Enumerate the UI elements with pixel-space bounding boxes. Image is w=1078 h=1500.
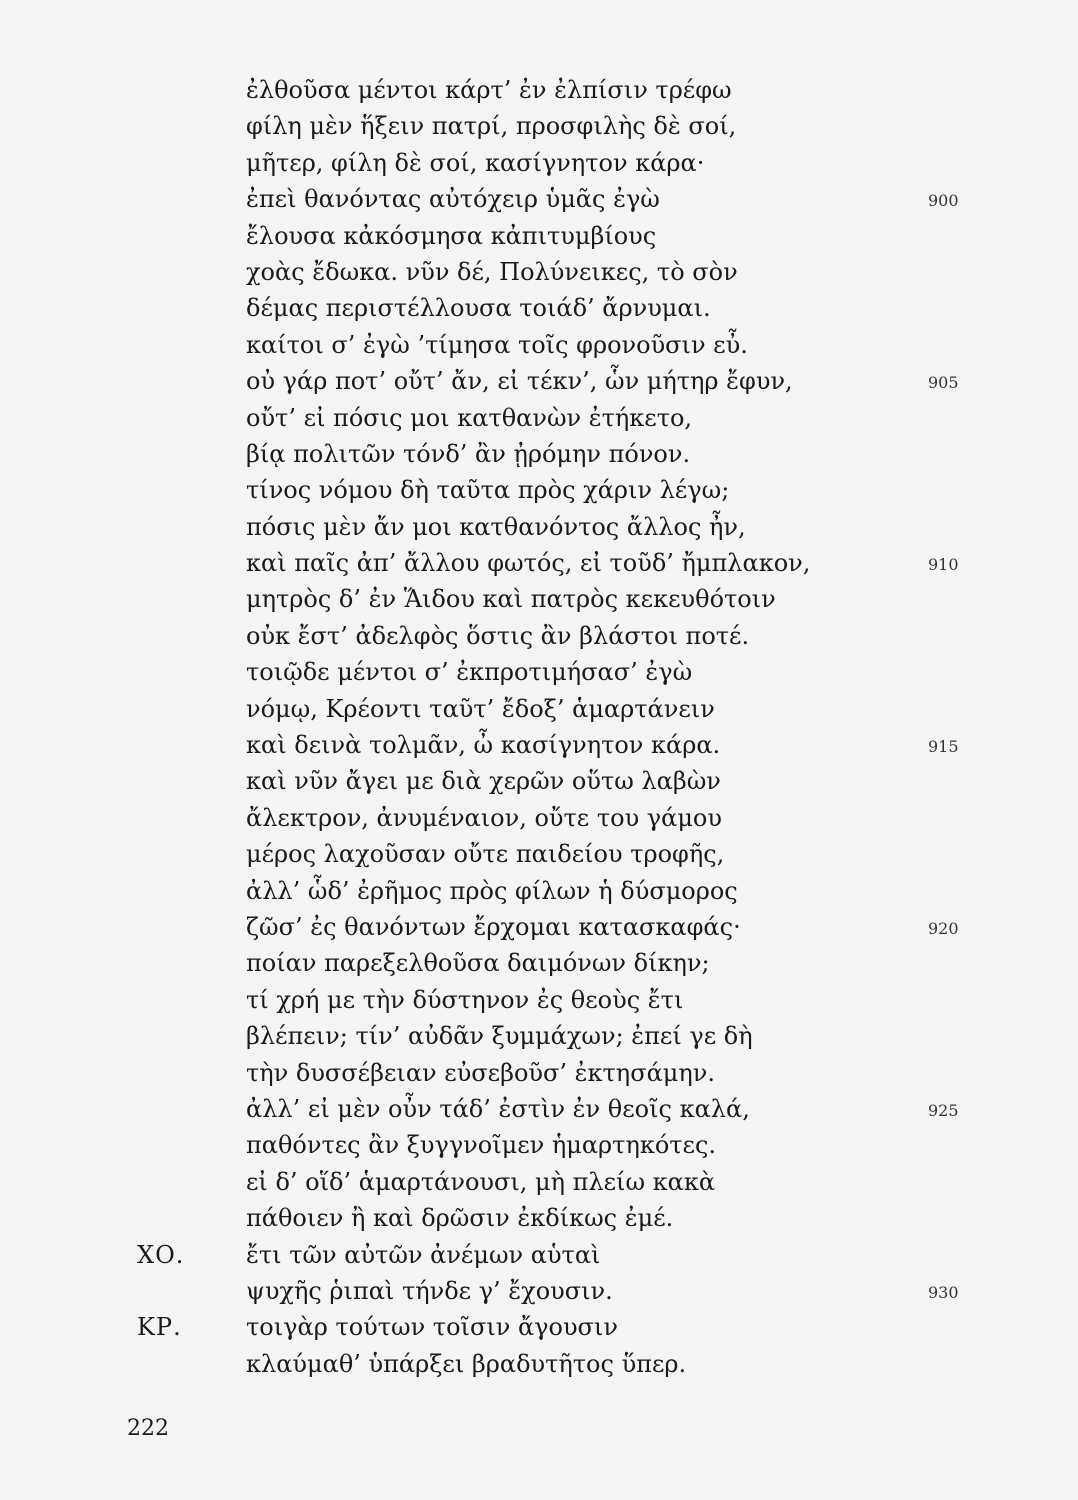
verse-text: οὔτ’ εἰ πόσις μοι κατθανὼν ἐτήκετο, <box>246 403 693 432</box>
verse-text: ἔτι τῶν αὐτῶν ἀνέμων αὑταὶ <box>246 1240 601 1269</box>
verse-text: βλέπειν; τίν’ αὐδᾶν ξυμμάχων; ἐπεί γε δὴ <box>246 1022 753 1051</box>
verse-text: νόμῳ, Κρέοντι ταῦτ’ ἔδοξ’ ἁμαρτάνειν <box>246 694 715 723</box>
verse-text: τὴν δυσσέβειαν εὐσεβοῦσ’ ἐκτησάμην. <box>246 1058 715 1087</box>
verse-line <box>0 982 1078 1018</box>
verse-text: ζῶσ’ ἐς θανόντων ἔρχομαι κατασκαφάς· <box>246 912 741 941</box>
verse-line <box>0 436 1078 472</box>
verse-text: ἀλλ’ εἰ μὲν οὖν τάδ’ ἐστὶν ἐν θεοῖς καλά, <box>246 1094 750 1123</box>
verse-text: παθόντες ἂν ξυγγνοῖμεν ἡμαρτηκότες. <box>246 1131 717 1160</box>
verse-text: βίᾳ πολιτῶν τόνδ’ ἂν ᾐρόμην πόνον. <box>246 439 691 468</box>
verse-line <box>0 327 1078 363</box>
verse-line <box>0 763 1078 799</box>
page-number: 222 <box>127 1416 169 1441</box>
verse-text: εἰ δ’ οἵδ’ ἁμαρτάνουσι, μὴ πλείω κακὰ <box>246 1167 716 1196</box>
verse-line <box>0 1237 1078 1273</box>
verse-text: μητρὸς δ’ ἐν Ἅιδου καὶ πατρὸς κεκευθότοιν <box>246 585 776 614</box>
verse-text: ἄλεκτρον, ἀνυμέναιον, οὔτε του γάμου <box>246 803 722 832</box>
verse-line <box>0 618 1078 654</box>
verse-text: οὐκ ἔστ’ ἀδελφὸς ὅστις ἂν βλάστοι ποτέ. <box>246 621 750 650</box>
verse-text: τοιῷδε μέντοι σ’ ἐκπροτιμήσασ’ ἐγὼ <box>246 658 693 687</box>
verse-line <box>0 509 1078 545</box>
speaker-label: ΧΟ. <box>137 1240 185 1269</box>
line-number: 920 <box>928 918 959 938</box>
verse-text: τίνος νόμου δὴ ταῦτα πρὸς χάριν λέγω; <box>246 476 730 505</box>
verse-line <box>0 727 1078 763</box>
verse-text: τοιγὰρ τούτων τοῖσιν ἄγουσιν <box>246 1313 618 1342</box>
verse-line <box>0 1200 1078 1236</box>
verse-text: ἐπεὶ θανόντας αὐτόχειρ ὑμᾶς ἐγὼ <box>246 185 660 214</box>
verse-block <box>0 72 1078 1382</box>
verse-line <box>0 836 1078 872</box>
verse-text: ψυχῆς ῥιπαὶ τήνδε γ’ ἔχουσιν. <box>246 1276 613 1305</box>
verse-line <box>0 945 1078 981</box>
verse-line <box>0 145 1078 181</box>
line-number: 915 <box>928 737 959 757</box>
verse-line <box>0 363 1078 399</box>
verse-text: ἐλθοῦσα μέντοι κάρτ’ ἐν ἐλπίσιν τρέφω <box>246 76 732 104</box>
verse-text: πάθοιεν ἢ καὶ δρῶσιν ἐκδίκως ἐμέ. <box>246 1204 674 1233</box>
verse-text: ἔλουσα κἀκόσμησα κἀπιτυμβίους <box>246 221 657 250</box>
line-number: 925 <box>928 1100 959 1120</box>
verse-line <box>0 254 1078 290</box>
verse-line <box>0 1127 1078 1163</box>
verse-text: μέρος λαχοῦσαν οὔτε παιδείου τροφῆς, <box>246 840 725 869</box>
verse-text: ἀλλ’ ὧδ’ ἐρῆμος πρὸς φίλων ἡ δύσμορος <box>246 876 738 905</box>
verse-line <box>0 72 1078 108</box>
verse-line <box>0 1055 1078 1091</box>
verse-line <box>0 691 1078 727</box>
verse-text: καὶ δεινὰ τολμᾶν, ὦ κασίγνητον κάρα. <box>246 731 721 760</box>
verse-text: καίτοι σ’ ἐγὼ ’τίμησα τοῖς φρονοῦσιν εὖ. <box>246 330 748 359</box>
verse-text: δέμας περιστέλλουσα τοιάδ’ ἄρνυμαι. <box>246 294 711 323</box>
verse-line <box>0 1018 1078 1054</box>
verse-text: φίλη μὲν ἥξειν πατρί, προσφιλὴς δὲ σοί, <box>246 112 737 141</box>
verse-text: χοὰς ἔδωκα. νῦν δέ, Πολύνεικες, τὸ σὸν <box>246 257 738 286</box>
verse-text: οὐ γάρ ποτ’ οὔτ’ ἄν, εἰ τέκν’, ὧν μήτηρ ἔφυν, <box>246 367 793 396</box>
verse-line <box>0 1164 1078 1200</box>
verse-line <box>0 909 1078 945</box>
verse-line <box>0 181 1078 217</box>
verse-text: κλαύμαθ’ ὑπάρξει βραδυτῆτος ὕπερ. <box>246 1349 687 1378</box>
verse-line <box>0 1309 1078 1345</box>
verse-text: καὶ παῖς ἀπ’ ἄλλου φωτός, εἰ τοῦδ’ ἤμπλακον, <box>246 549 811 578</box>
verse-text: τί χρή με τὴν δύστηνον ἐς θεοὺς ἔτι <box>246 985 684 1014</box>
verse-text: ποίαν παρεξελθοῦσα δαιμόνων δίκην; <box>246 949 710 978</box>
verse-text: μῆτερ, φίλη δὲ σοί, κασίγνητον κάρα· <box>246 148 705 177</box>
speaker-label: ΚΡ. <box>137 1313 182 1342</box>
verse-line <box>0 472 1078 508</box>
line-number: 930 <box>928 1282 959 1302</box>
verse-line <box>0 1346 1078 1382</box>
verse-text: πόσις μὲν ἄν μοι κατθανόντος ἄλλος ἦν, <box>246 512 746 541</box>
verse-line <box>0 1273 1078 1309</box>
verse-line <box>0 545 1078 581</box>
verse-line <box>0 1091 1078 1127</box>
verse-line <box>0 654 1078 690</box>
verse-line <box>0 108 1078 144</box>
verse-line <box>0 400 1078 436</box>
verse-line <box>0 218 1078 254</box>
line-number: 900 <box>928 191 959 211</box>
line-number: 910 <box>928 555 959 575</box>
verse-line <box>0 800 1078 836</box>
verse-line <box>0 290 1078 326</box>
verse-line <box>0 581 1078 617</box>
verse-text: καὶ νῦν ἄγει με διὰ χερῶν οὕτω λαβὼν <box>246 767 721 796</box>
verse-line <box>0 873 1078 909</box>
line-number: 905 <box>928 373 959 393</box>
